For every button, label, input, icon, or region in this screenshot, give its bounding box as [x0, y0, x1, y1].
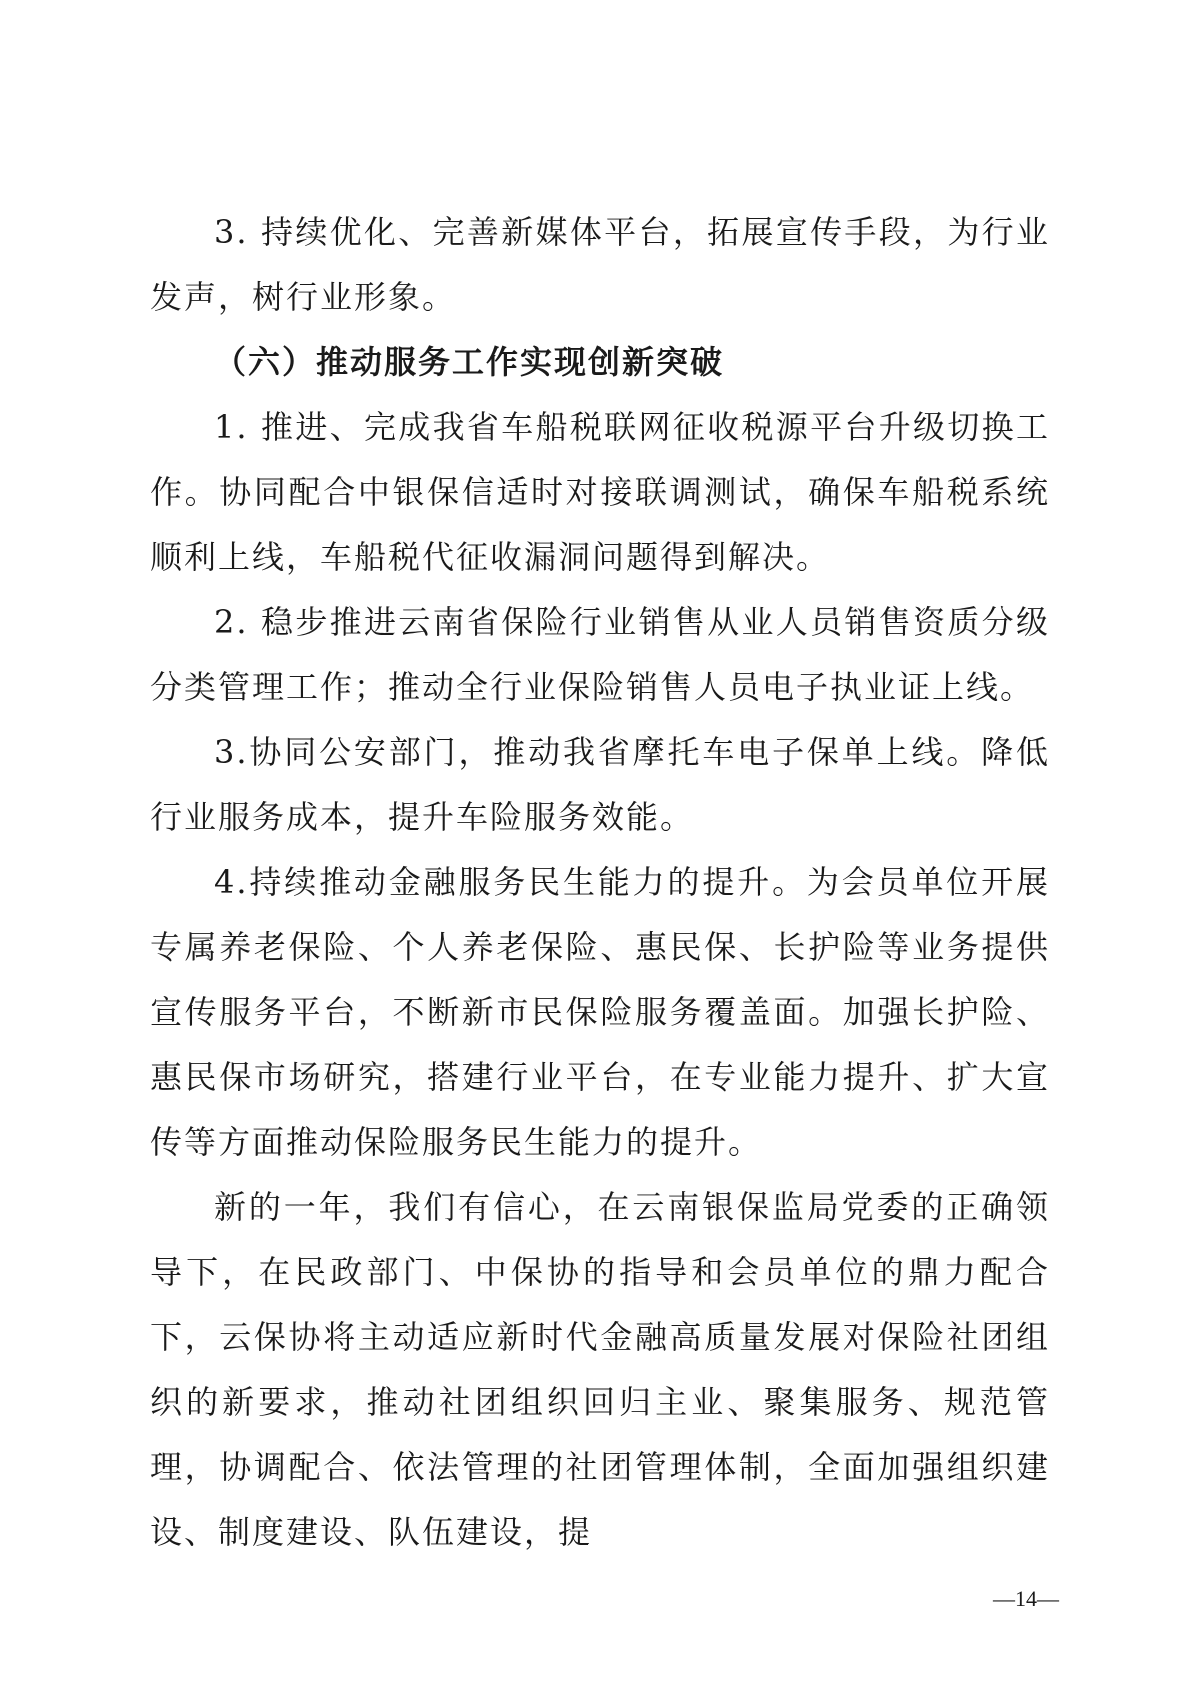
- paragraph-financial-livelihood: 4.持续推动金融服务民生能力的提升。为会员单位开展专属养老保险、个人养老保险、惠民保、长护险等业务提供宣传服务平台，不断新市民保险服务覆盖面。加强长护险、惠民保市场研究，搭建行业平台，在专业能力提升、扩大宣传等方面推动保险服务民生能力的提升。: [150, 863, 1050, 1161]
- paragraph-new-year-outlook: 新的一年，我们有信心，在云南银保监局党委的正确领导下，在民政部门、中保协的指导和会员单位的鼎力配合下，云保协将主动适应新时代金融高质量发展对保险社团组织的新要求，推动社团组织回归主业、聚集服务、规范管理，协调配合、依法管理的社团管理体制，全面加强组织建设、制度建设、队伍建设，提: [150, 1188, 1050, 1551]
- section-heading-service-innovation: （六）推动服务工作实现创新突破: [214, 343, 725, 381]
- paragraph-media-platform: 3. 持续优化、完善新媒体平台，拓展宣传手段，为行业发声，树行业形象。: [150, 213, 1050, 316]
- page-number: —14—: [993, 1586, 1059, 1611]
- document-body: [150, 200, 1050, 1565]
- paragraph-sales-qualification: 2. 稳步推进云南省保险行业销售从业人员销售资质分级分类管理工作；推动全行业保险销售人员电子执业证上线。: [150, 603, 1050, 706]
- paragraph-vessel-tax: 1. 推进、完成我省车船税联网征收税源平台升级切换工作。协同配合中银保信适时对接联调测试，确保车船税系统顺利上线，车船税代征收漏洞问题得到解决。: [150, 408, 1050, 576]
- paragraph-motorcycle-policy: 3.协同公安部门，推动我省摩托车电子保单上线。降低行业服务成本，提升车险服务效能。: [150, 733, 1050, 836]
